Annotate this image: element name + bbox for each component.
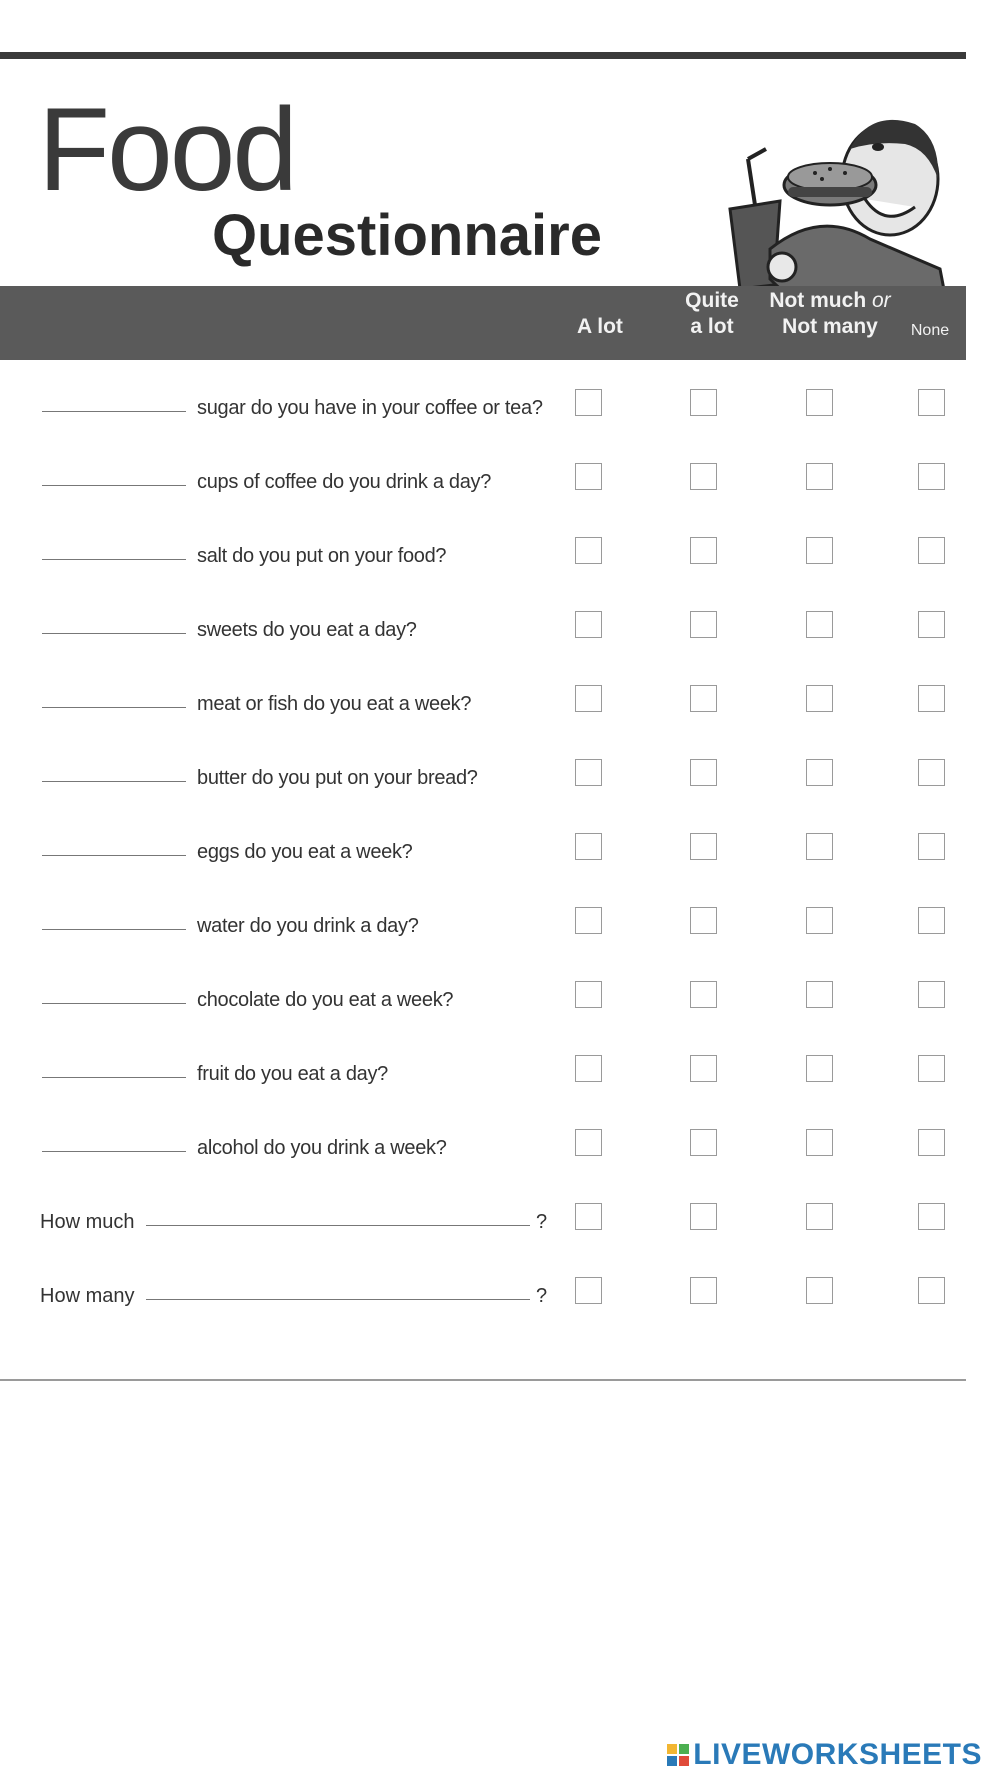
title-food: Food [38, 84, 295, 216]
question-text: alcohol do you drink a week? [197, 1137, 447, 1159]
checkbox-none[interactable] [918, 537, 945, 564]
question-text: fruit do you eat a day? [197, 1063, 389, 1085]
question-mark: ? [536, 1211, 548, 1233]
open-question-blank[interactable] [146, 1299, 530, 1300]
question-mark: ? [536, 1285, 548, 1307]
checkbox-quite-a-lot[interactable] [690, 389, 717, 416]
checkbox-not-much[interactable] [806, 833, 833, 860]
checkbox-none[interactable] [918, 389, 945, 416]
answer-blank[interactable] [42, 1077, 186, 1078]
col-not-much-line1: Not much [769, 289, 867, 312]
question-row [0, 583, 966, 658]
liveworksheets-logo-icon [667, 1744, 689, 1766]
col-a-lot: A lot [577, 315, 623, 338]
liveworksheets-brand [667, 1738, 982, 1772]
answer-blank[interactable] [42, 411, 186, 412]
checkbox-quite-a-lot[interactable] [690, 611, 717, 638]
question-row [0, 509, 966, 584]
question-row [0, 1101, 966, 1176]
question-row [0, 879, 966, 954]
col-none: None [910, 322, 950, 339]
question-text: cups of coffee do you drink a day? [197, 471, 492, 493]
answer-blank[interactable] [42, 855, 186, 856]
question-text: butter do you put on your bread? [197, 767, 478, 789]
checkbox-not-much[interactable] [806, 1277, 833, 1304]
checkbox-a-lot[interactable] [575, 981, 602, 1008]
col-not-much [760, 288, 900, 340]
checkbox-not-much[interactable] [806, 981, 833, 1008]
col-quite-a-lot-line2: a lot [690, 315, 734, 338]
question-row [0, 1027, 966, 1102]
answer-blank[interactable] [42, 485, 186, 486]
checkbox-quite-a-lot[interactable] [690, 981, 717, 1008]
answer-blank[interactable] [42, 633, 186, 634]
checkbox-none[interactable] [918, 1277, 945, 1304]
checkbox-quite-a-lot[interactable] [690, 1129, 717, 1156]
checkbox-not-much[interactable] [806, 611, 833, 638]
answer-blank[interactable] [42, 929, 186, 930]
question-text: meat or fish do you eat a week? [197, 693, 472, 715]
answer-blank[interactable] [42, 781, 186, 782]
checkbox-none[interactable] [918, 907, 945, 934]
checkbox-not-much[interactable] [806, 463, 833, 490]
checkbox-not-much[interactable] [806, 685, 833, 712]
checkbox-a-lot[interactable] [575, 389, 602, 416]
column-header-bar [0, 286, 966, 360]
checkbox-a-lot[interactable] [575, 611, 602, 638]
question-row [0, 731, 966, 806]
checkbox-not-much[interactable] [806, 1203, 833, 1230]
checkbox-a-lot[interactable] [575, 907, 602, 934]
checkbox-none[interactable] [918, 981, 945, 1008]
question-row [0, 805, 966, 880]
checkbox-none[interactable] [918, 611, 945, 638]
checkbox-quite-a-lot[interactable] [690, 537, 717, 564]
answer-blank[interactable] [42, 1003, 186, 1004]
checkbox-none[interactable] [918, 833, 945, 860]
col-not-much-or: or [871, 289, 891, 312]
checkbox-none[interactable] [918, 1055, 945, 1082]
title-questionnaire: Questionnaire [212, 203, 602, 268]
checkbox-not-much[interactable] [806, 759, 833, 786]
checkbox-a-lot[interactable] [575, 1203, 602, 1230]
open-question-lead: How much [40, 1211, 135, 1233]
open-question-row [0, 1249, 966, 1324]
question-text: eggs do you eat a week? [197, 841, 413, 863]
checkbox-quite-a-lot[interactable] [690, 833, 717, 860]
checkbox-not-much[interactable] [806, 1129, 833, 1156]
checkbox-a-lot[interactable] [575, 833, 602, 860]
question-row [0, 657, 966, 732]
checkbox-quite-a-lot[interactable] [690, 1203, 717, 1230]
question-row [0, 435, 966, 510]
checkbox-not-much[interactable] [806, 537, 833, 564]
question-text: water do you drink a day? [197, 915, 419, 937]
checkbox-quite-a-lot[interactable] [690, 1055, 717, 1082]
col-quite-a-lot [672, 288, 752, 340]
checkbox-quite-a-lot[interactable] [690, 685, 717, 712]
checkbox-quite-a-lot[interactable] [690, 907, 717, 934]
question-row [0, 953, 966, 1028]
checkbox-a-lot[interactable] [575, 759, 602, 786]
col-quite-a-lot-line1: Quite [685, 289, 739, 312]
question-text: sweets do you eat a day? [197, 619, 417, 641]
checkbox-none[interactable] [918, 1203, 945, 1230]
checkbox-quite-a-lot[interactable] [690, 759, 717, 786]
open-question-blank[interactable] [146, 1225, 530, 1226]
question-row [0, 361, 966, 436]
col-not-much-line2: Not many [782, 315, 878, 338]
question-text: salt do you put on your food? [197, 545, 447, 567]
checkbox-not-much[interactable] [806, 1055, 833, 1082]
checkbox-a-lot[interactable] [575, 1277, 602, 1304]
checkbox-a-lot[interactable] [575, 1055, 602, 1082]
checkbox-not-much[interactable] [806, 907, 833, 934]
checkbox-a-lot[interactable] [575, 685, 602, 712]
open-question-row [0, 1175, 966, 1250]
checkbox-a-lot[interactable] [575, 463, 602, 490]
open-question-lead: How many [40, 1285, 135, 1307]
checkbox-none[interactable] [918, 463, 945, 490]
brand-text: LIVEWORKSHEETS [693, 1738, 982, 1771]
answer-blank[interactable] [42, 707, 186, 708]
checkbox-none[interactable] [918, 1129, 945, 1156]
checkbox-quite-a-lot[interactable] [690, 1277, 717, 1304]
checkbox-quite-a-lot[interactable] [690, 463, 717, 490]
questionnaire-sheet [0, 52, 966, 1381]
checkbox-a-lot[interactable] [575, 537, 602, 564]
question-text: chocolate do you eat a week? [197, 989, 454, 1011]
checkbox-none[interactable] [918, 759, 945, 786]
checkbox-not-much[interactable] [806, 389, 833, 416]
checkbox-none[interactable] [918, 685, 945, 712]
checkbox-a-lot[interactable] [575, 1129, 602, 1156]
answer-blank[interactable] [42, 1151, 186, 1152]
answer-blank[interactable] [42, 559, 186, 560]
question-text: sugar do you have in your coffee or tea? [197, 397, 543, 419]
